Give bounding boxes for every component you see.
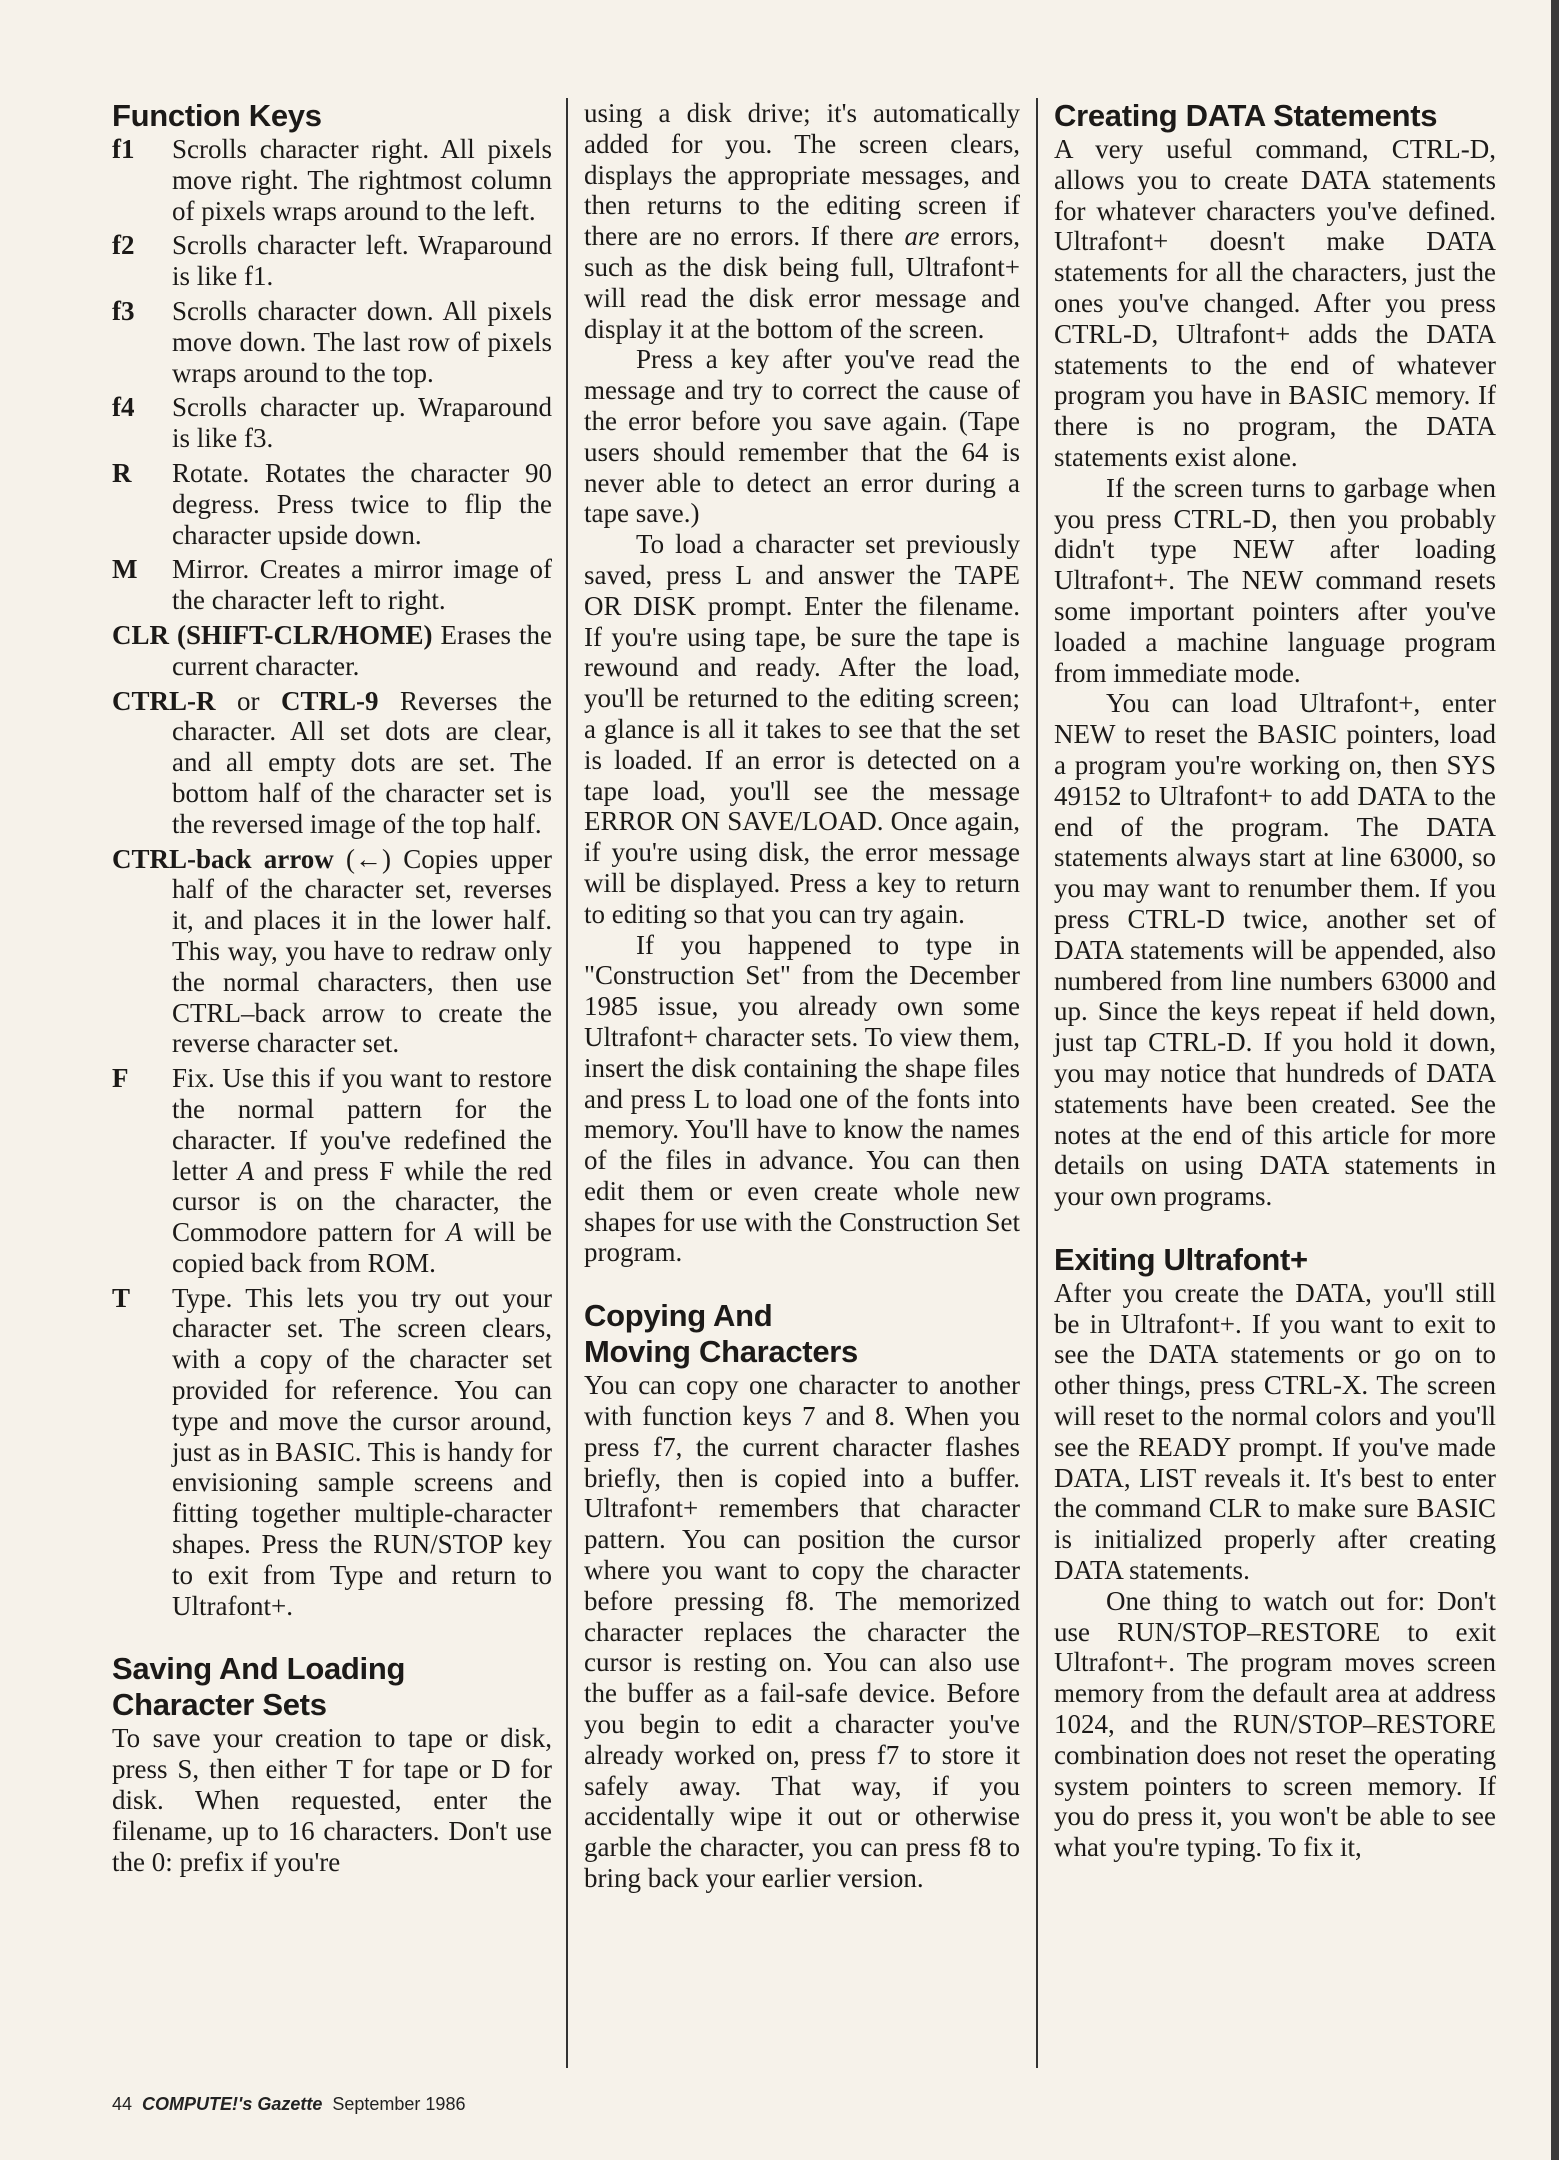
paragraph: using a disk drive; it's automatically added for you. The screen clears, displays the appropriate messages, and then returns to the editing screen if there are no errors. If there are errors, such as the disk being full, Ultrafont+ will read the disk error message and display it at the bottom of the screen. <box>584 98 1020 344</box>
heading-function-keys: Function Keys <box>112 98 322 133</box>
paragraph: You can copy one character to another with function keys 7 and 8. When you press f7, the current character flashes briefly, then is copied into a buffer. Ultrafont+ remembers that character pattern. You can position the cursor where you want to copy the character before pressing f8. The memorized character replaces the character the cursor is resting on. You can also use the buffer as a fail-safe device. Before you begin to edit a character you've already worked on, press f7 to store it safely away. That way, if you accidentally wipe it out or otherwise garble the character, you can press f8 to bring back your earlier version. <box>584 1370 1020 1894</box>
key-label: CTRL-9 <box>281 685 379 716</box>
key-label: f3 <box>112 295 135 326</box>
paragraph: After you create the DATA, you'll still be in Ultrafont+. If you want to exit to see the DATA statements or go on to other things, press CTRL-X. The screen will reset to the normal colors and you'll see the READY prompt. If you've made DATA, LIST reveals it. It's best to enter the command CLR to make sure BASIC is initialized properly after creating DATA statements. <box>1054 1277 1496 1586</box>
key-description: Mirror. Creates a mirror image of the character left to right. <box>172 554 552 616</box>
key-description: Reverses the character. All set dots are clear, and all empty dots are set. The bottom half of the character set is the reversed image of the top half. <box>172 685 552 839</box>
key-entry-m <box>112 554 552 616</box>
key-label: CTRL-R <box>112 685 216 716</box>
key-label: R <box>112 457 132 488</box>
column-3 <box>1054 98 1496 1863</box>
key-label: CTRL-back arrow <box>112 843 334 874</box>
key-label: T <box>112 1282 131 1313</box>
key-description: Scrolls character down. All pixels move down. The last row of pixels wraps around to the top. <box>172 295 552 388</box>
key-entry-clr <box>112 620 552 682</box>
heading-creating-data-statements: Creating DATA Statements <box>1054 98 1438 133</box>
key-entry-ctrl-back-arrow <box>112 844 552 1060</box>
paragraph: You can load Ultrafont+, enter NEW to reset the BASIC pointers, load a program you're working on, then SYS 49152 to Ultrafont+ to add DATA to the end of the program. The DATA statements always start at line 63000, so you may want to renumber them. If you press CTRL-D twice, another set of DATA statements will be appended, also numbered from line numbers 63000 and up. Since the keys repeat if held down, just tap CTRL-D. If you hold it down, you may notice that hundreds of DATA statements have been created. See the notes at the end of this article for more details on using DATA statements in your own programs. <box>1054 688 1496 1212</box>
paragraph: One thing to watch out for: Don't use RUN/STOP–RESTORE to exit Ultrafont+. The program moves screen memory from the default area at address 1024, and the RUN/STOP–RESTORE combination does not reset the operating system pointers to screen memory. If you do press it, you won't be able to see what you're typing. To fix it, <box>1054 1585 1496 1863</box>
page-number: 44 <box>112 2094 133 2114</box>
paragraph: Press a key after you've read the message and try to correct the cause of the error before you save again. (Tape users should remember that the 64 is never able to detect an error during a tape save.) <box>584 344 1020 529</box>
key-entry-f4 <box>112 392 552 454</box>
key-description: Scrolls character up. Wraparound is like f3. <box>172 392 552 454</box>
key-label: F <box>112 1063 129 1094</box>
key-entry-f <box>112 1063 552 1279</box>
paragraph: If the screen turns to garbage when you press CTRL-D, then you probably didn't type NEW after loading Ultrafont+. The NEW command resets some important pointers after you've loaded a machine language program from immediate mode. <box>1054 472 1496 688</box>
key-entry-ctrl-r <box>112 686 552 840</box>
paragraph: A very useful command, CTRL-D, allows you to create DATA statements for whatever characters you've defined. Ultrafont+ doesn't make DATA statements for all the characters, just the ones you've changed. After you press CTRL-D, Ultrafont+ adds the DATA statements to the end of whatever program you have in BASIC memory. If there is no program, the DATA statements exist alone. <box>1054 134 1496 472</box>
magazine-name: COMPUTE!'s Gazette <box>142 2094 323 2114</box>
key-description: Type. This lets you try out your character set. The screen clears, with a copy of the character set provided for reference. You can type and move the cursor around, just as in BASIC. This is handy for envisioning sample screens and fitting together multiple-character shapes. Press the RUN/STOP key to exit from Type and return to Ultrafont+. <box>172 1282 552 1621</box>
heading-copying-and-moving: Copying And Moving Characters <box>584 1298 858 1370</box>
key-description: Scrolls character right. All pixels move right. The rightmost column of pixels wraps around to the left. <box>172 134 552 226</box>
column-1 <box>112 98 552 1877</box>
key-entry-t <box>112 1283 552 1622</box>
key-label: f4 <box>112 392 135 423</box>
page-edge <box>1551 0 1559 2160</box>
key-description: Copies upper half of the character set, reverses it, and places it in the lower half. This way, you have to redraw only the normal characters, then use CTRL–back arrow to create the reverse character set. <box>172 843 552 1059</box>
key-entry-f2 <box>112 230 552 292</box>
key-label: f1 <box>112 134 135 164</box>
key-label: f2 <box>112 230 135 261</box>
issue-date: September 1986 <box>332 2094 466 2114</box>
key-description: Fix. Use this if you want to restore the normal pattern for the character. If you've redefined the letter A and press F while the red cursor is on the character, the Commodore pattern for A will be copied back from ROM. <box>172 1063 552 1278</box>
back-arrow-icon: (←) <box>333 843 392 874</box>
key-separator: or <box>215 685 282 716</box>
key-label: M <box>112 554 138 585</box>
column-divider <box>566 98 568 2068</box>
heading-exiting-ultrafont: Exiting Ultrafont+ <box>1054 1241 1308 1277</box>
key-description: Scrolls character left. Wraparound is like f1. <box>172 230 552 292</box>
key-description: Rotate. Rotates the character 90 degress. Press twice to flip the character upside down. <box>172 457 552 550</box>
key-entry-r <box>112 458 552 550</box>
page-footer <box>112 2094 465 2115</box>
paragraph: To save your creation to tape or disk, press S, then either T for tape or D for disk. When requested, enter the filename, up to 16 characters. Don't use the 0: prefix if you're <box>112 1723 552 1877</box>
column-2 <box>584 98 1020 1894</box>
key-label: CLR (SHIFT-CLR/HOME) <box>112 619 433 650</box>
heading-saving-and-loading: Saving And Loading Character Sets <box>112 1651 406 1723</box>
paragraph: If you happened to type in "Construction Set" from the December 1985 issue, you already own some Ultrafont+ character sets. To view them, insert the disk containing the shape files and press L to load one of the fonts into memory. You'll have to know the names of the files in advance. You can then edit them or even create whole new shapes for use with the Construction Set program. <box>584 929 1020 1268</box>
column-divider <box>1036 98 1038 2068</box>
key-entry-f1 <box>112 134 552 226</box>
key-description: Erases the current character. <box>172 619 553 681</box>
paragraph: To load a character set previously saved, press L and answer the TAPE OR DISK prompt. Enter the filename. If you're using tape, be sure the tape is rewound and ready. After the load, you'll be returned to the editing screen; a glance is all it takes to see that the set is loaded. If an error is detected on a tape load, you'll see the message ERROR ON SAVE/LOAD. Once again, if you're using disk, the error message will be displayed. Press a key to return to editing so that you can try again. <box>584 529 1020 929</box>
key-entry-f3 <box>112 296 552 388</box>
